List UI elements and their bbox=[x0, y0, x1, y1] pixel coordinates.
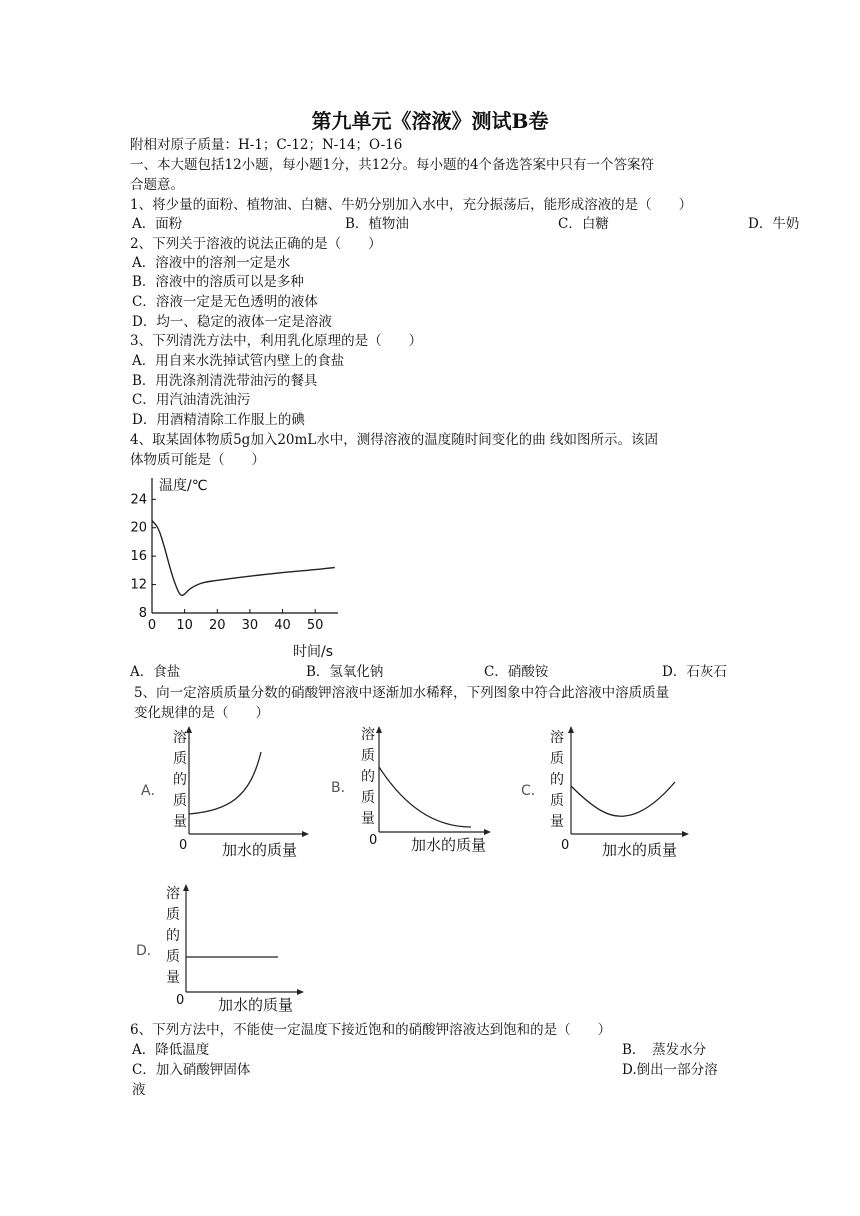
page-title: 第九单元《溶液》测试B卷 bbox=[311, 109, 549, 133]
graph-option-label: B． bbox=[331, 780, 355, 796]
y-tick-label: 12 bbox=[130, 577, 147, 593]
q6-stem: 6、下列方法中，不能使一定温度下接近饱和的硝酸钾溶液达到饱和的是（ ） bbox=[130, 1022, 612, 1038]
svg-text:溶: 溶 bbox=[361, 727, 375, 743]
chart-ylabel: 温度/℃ bbox=[159, 478, 208, 494]
x-tick-label: 30 bbox=[241, 618, 259, 633]
svg-text:的: 的 bbox=[361, 769, 375, 785]
x-tick-label: 40 bbox=[274, 618, 291, 633]
q6-option-c: C．加入硝酸钾固体 bbox=[132, 1062, 251, 1078]
q4-stem-cont: 体物质可能是（ ） bbox=[130, 452, 265, 468]
svg-text:溶: 溶 bbox=[166, 886, 180, 902]
q2-option-d: D．均一、稳定的液体一定是溶液 bbox=[132, 314, 332, 330]
graph-curve bbox=[379, 767, 471, 827]
graph-curve bbox=[189, 752, 261, 814]
graph-option-c bbox=[515, 722, 700, 862]
q5-stem: 5、向一定溶质质量分数的硝酸钾溶液中逐渐加水稀释，下列图象中符合此溶液中溶质质量 bbox=[134, 685, 670, 701]
q4-option-b: B．氢氧化钠 bbox=[306, 664, 384, 680]
svg-text:量: 量 bbox=[166, 970, 180, 986]
graph-option-label: A． bbox=[141, 783, 165, 799]
svg-text:的: 的 bbox=[173, 772, 187, 788]
graph-origin: 0 bbox=[369, 833, 378, 848]
graph-curve bbox=[571, 782, 675, 816]
graph-origin: 0 bbox=[176, 993, 185, 1008]
svg-text:的: 的 bbox=[550, 772, 564, 788]
section-intro-cont: 合题意。 bbox=[130, 177, 184, 193]
graph-ylabel bbox=[550, 729, 564, 830]
x-tick-label: 20 bbox=[208, 618, 226, 633]
svg-text:质: 质 bbox=[173, 793, 187, 809]
svg-text:质: 质 bbox=[166, 949, 180, 965]
q2-option-c: C．溶液一定是无色透明的液体 bbox=[132, 294, 318, 310]
svg-text:量: 量 bbox=[361, 811, 375, 827]
graph-ylabel bbox=[166, 885, 180, 986]
svg-text:量: 量 bbox=[173, 814, 187, 830]
graph-xlabel: 加水的质量 bbox=[218, 996, 294, 1014]
q3-option-a: A．用自来水洗掉试管内壁上的食盐 bbox=[132, 353, 345, 369]
graph-xlabel: 加水的质量 bbox=[411, 836, 487, 854]
graph-option-a bbox=[135, 722, 320, 862]
q1-option-d: D．牛奶 bbox=[748, 216, 800, 232]
q1-stem: 1、将少量的面粉、植物油、白糖、牛奶分别加入水中，充分振荡后，能形成溶液的是（ ） bbox=[130, 197, 693, 213]
q2-stem: 2、下列关于溶液的说法正确的是（ ） bbox=[130, 236, 382, 252]
svg-text:质: 质 bbox=[550, 793, 564, 809]
chart-xlabel: 时间/s bbox=[293, 644, 334, 660]
graph-origin: 0 bbox=[561, 838, 570, 853]
graph-ylabel bbox=[173, 729, 187, 830]
graph-option-label: C． bbox=[521, 783, 545, 799]
y-tick-label: 24 bbox=[130, 492, 147, 508]
graph-xlabel: 加水的质量 bbox=[222, 841, 298, 859]
q3-option-b: B．用洗涤剂清洗带油污的餐具 bbox=[132, 373, 318, 389]
graph-xlabel: 加水的质量 bbox=[602, 841, 678, 859]
graph-origin: 0 bbox=[179, 838, 188, 853]
graph-option-d bbox=[130, 880, 320, 1020]
svg-text:量: 量 bbox=[550, 814, 564, 830]
q3-stem: 3、下列清洗方法中，利用乳化原理的是（ ） bbox=[130, 333, 423, 349]
temperature-series-line bbox=[152, 521, 335, 596]
q6-option-d: D.倒出一部分溶 bbox=[622, 1062, 718, 1078]
temperature-chart bbox=[128, 470, 358, 660]
svg-text:质: 质 bbox=[166, 907, 180, 923]
x-tick-label: 50 bbox=[306, 618, 324, 633]
q3-option-d: D．用酒精清除工作服上的碘 bbox=[132, 412, 305, 428]
q4-option-d: D．石灰石 bbox=[662, 664, 727, 680]
section-intro: 一、本大题包括12小题，每小题1分，共12分。每小题的4个备选答案中只有一个答案符 bbox=[130, 157, 655, 173]
q4-stem: 4、取某固体物质5g加入20mL水中，测得溶液的温度随时间变化的曲 线如图所示。该固 bbox=[130, 432, 659, 448]
y-tick-label: 20 bbox=[130, 520, 147, 536]
q6-option-d-cont: 液 bbox=[132, 1082, 146, 1098]
svg-text:质: 质 bbox=[173, 751, 187, 767]
y-tick-label: 8 bbox=[138, 606, 147, 621]
svg-text:溶: 溶 bbox=[173, 730, 187, 746]
x-tick-label: 10 bbox=[176, 618, 193, 633]
q4-option-a: A．食盐 bbox=[130, 664, 181, 680]
q3-option-c: C．用汽油清洗油污 bbox=[132, 392, 251, 408]
svg-text:质: 质 bbox=[550, 751, 564, 767]
graph-option-b bbox=[325, 722, 510, 862]
x-tick-label: 0 bbox=[147, 618, 157, 633]
y-tick-label: 16 bbox=[130, 549, 147, 565]
graph-ylabel bbox=[361, 726, 375, 827]
q2-option-a: A．溶液中的溶剂一定是水 bbox=[132, 255, 291, 271]
q5-stem-cont: 变化规律的是（ ） bbox=[134, 705, 269, 721]
q1-option-a: A．面粉 bbox=[132, 216, 183, 232]
svg-text:溶: 溶 bbox=[550, 730, 564, 746]
q6-option-b: B． 蒸发水分 bbox=[622, 1042, 707, 1058]
q2-option-b: B．溶液中的溶质可以是多种 bbox=[132, 274, 304, 290]
svg-text:的: 的 bbox=[166, 928, 180, 944]
svg-text:质: 质 bbox=[361, 790, 375, 806]
q1-option-b: B．植物油 bbox=[345, 216, 409, 232]
graph-option-label: D． bbox=[136, 943, 161, 959]
atomic-masses: 附相对原子质量：H-1；C-12；N-14；O-16 bbox=[130, 137, 403, 153]
q6-option-a: A．降低温度 bbox=[132, 1042, 210, 1058]
q1-option-c: C．白糖 bbox=[558, 216, 609, 232]
q4-option-c: C．硝酸铵 bbox=[484, 664, 549, 680]
svg-text:质: 质 bbox=[361, 748, 375, 764]
